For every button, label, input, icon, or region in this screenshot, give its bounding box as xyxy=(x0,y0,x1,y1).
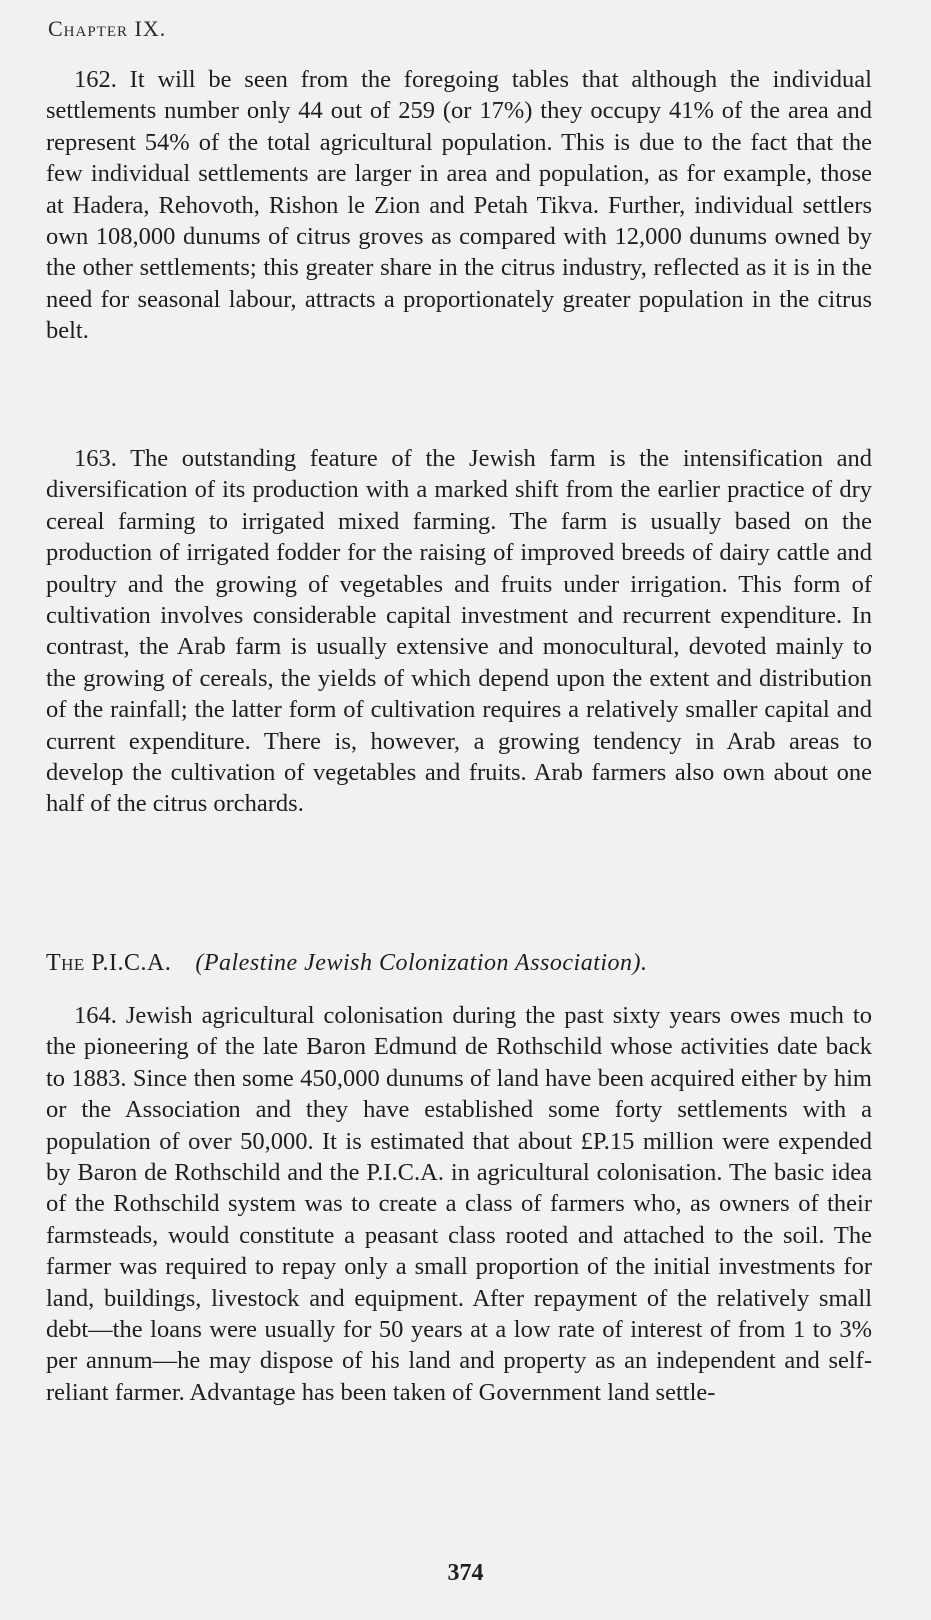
section-title: The P.I.C.A. xyxy=(46,950,172,976)
paragraph-162-text: 162. It will be seen from the foregoing tables that although the individual settlements number only 44 out of 259 (or 17%) they occupy 41% of the area and represent 54% of the total agricultural population. This is due to the fact that the few individual settlements are larger in area and population, as for example, those at Hadera, Rehovoth, Rishon le Zion and Petah Tikva. Further, individual settlers own 108,000 dunums of citrus groves as compared with 12,000 dunums owned by the other settlements; this greater share in the citrus industry, reflected as it is in the need for seasonal labour, attracts a proportionately greater population in the citrus belt. xyxy=(46,66,872,345)
paragraph-164-text: 164. Jewish agricultural colonisation during the past sixty years owes much to the pioneering of the late Baron Edmund de Rothschild whose activities date back to 1883. Since then some 450,000 dunums of land have been acquired either by him or the Association and they have established some forty settlements with a population of over 50,000. It is estimated that about £P.15 million were expended by Baron de Rothschild and the P.I.C.A. in agricultural colonisation. The basic idea of the Rothschild system was to create a class of farmers who, as owners of their farmsteads, would constitute a peasant class rooted and attached to the soil. The farmer was required to repay only a small proportion of the initial investments for land, buildings, livestock and equipment. After repayment of the relatively small debt—the loans were usually for 50 years at a low rate of interest of from 1 to 3% per annum—he may dispose of his land and property as an independent and self-reliant farmer. Advantage has been taken of Government land settle- xyxy=(46,1002,872,1406)
paragraph-163 xyxy=(46,443,872,820)
page-number: 374 xyxy=(447,1560,484,1586)
paragraph-163-text: 163. The outstanding feature of the Jewish farm is the intensification and diversification of its production with a marked shift from the earlier practice of dry cereal farming to irrigated mixed farming. The farm is usually based on the production of irrigated fodder for the raising of improved breeds of dairy cattle and poultry and the growing of vegetables and fruits under irrigation. This form of cultivation involves considerable capital investment and recurrent expenditure. In contrast, the Arab farm is usually extensive and monocultural, devoted mainly to the growing of cereals, the yields of which depend upon the extent and distribution of the rainfall; the latter form of cultivation requires a relatively smaller capital and current expenditure. There is, however, a growing tendency in Arab areas to develop the cultivation of vegetables and fruits. Arab farmers also own about one half of the citrus orchards. xyxy=(46,445,872,818)
section-subtitle: (Palestine Jewish Colonization Association). xyxy=(195,950,648,976)
chapter-heading: Chapter IX. xyxy=(48,16,167,41)
paragraph-162 xyxy=(46,64,872,347)
paragraph-164 xyxy=(46,1000,872,1408)
section-heading xyxy=(46,950,648,977)
